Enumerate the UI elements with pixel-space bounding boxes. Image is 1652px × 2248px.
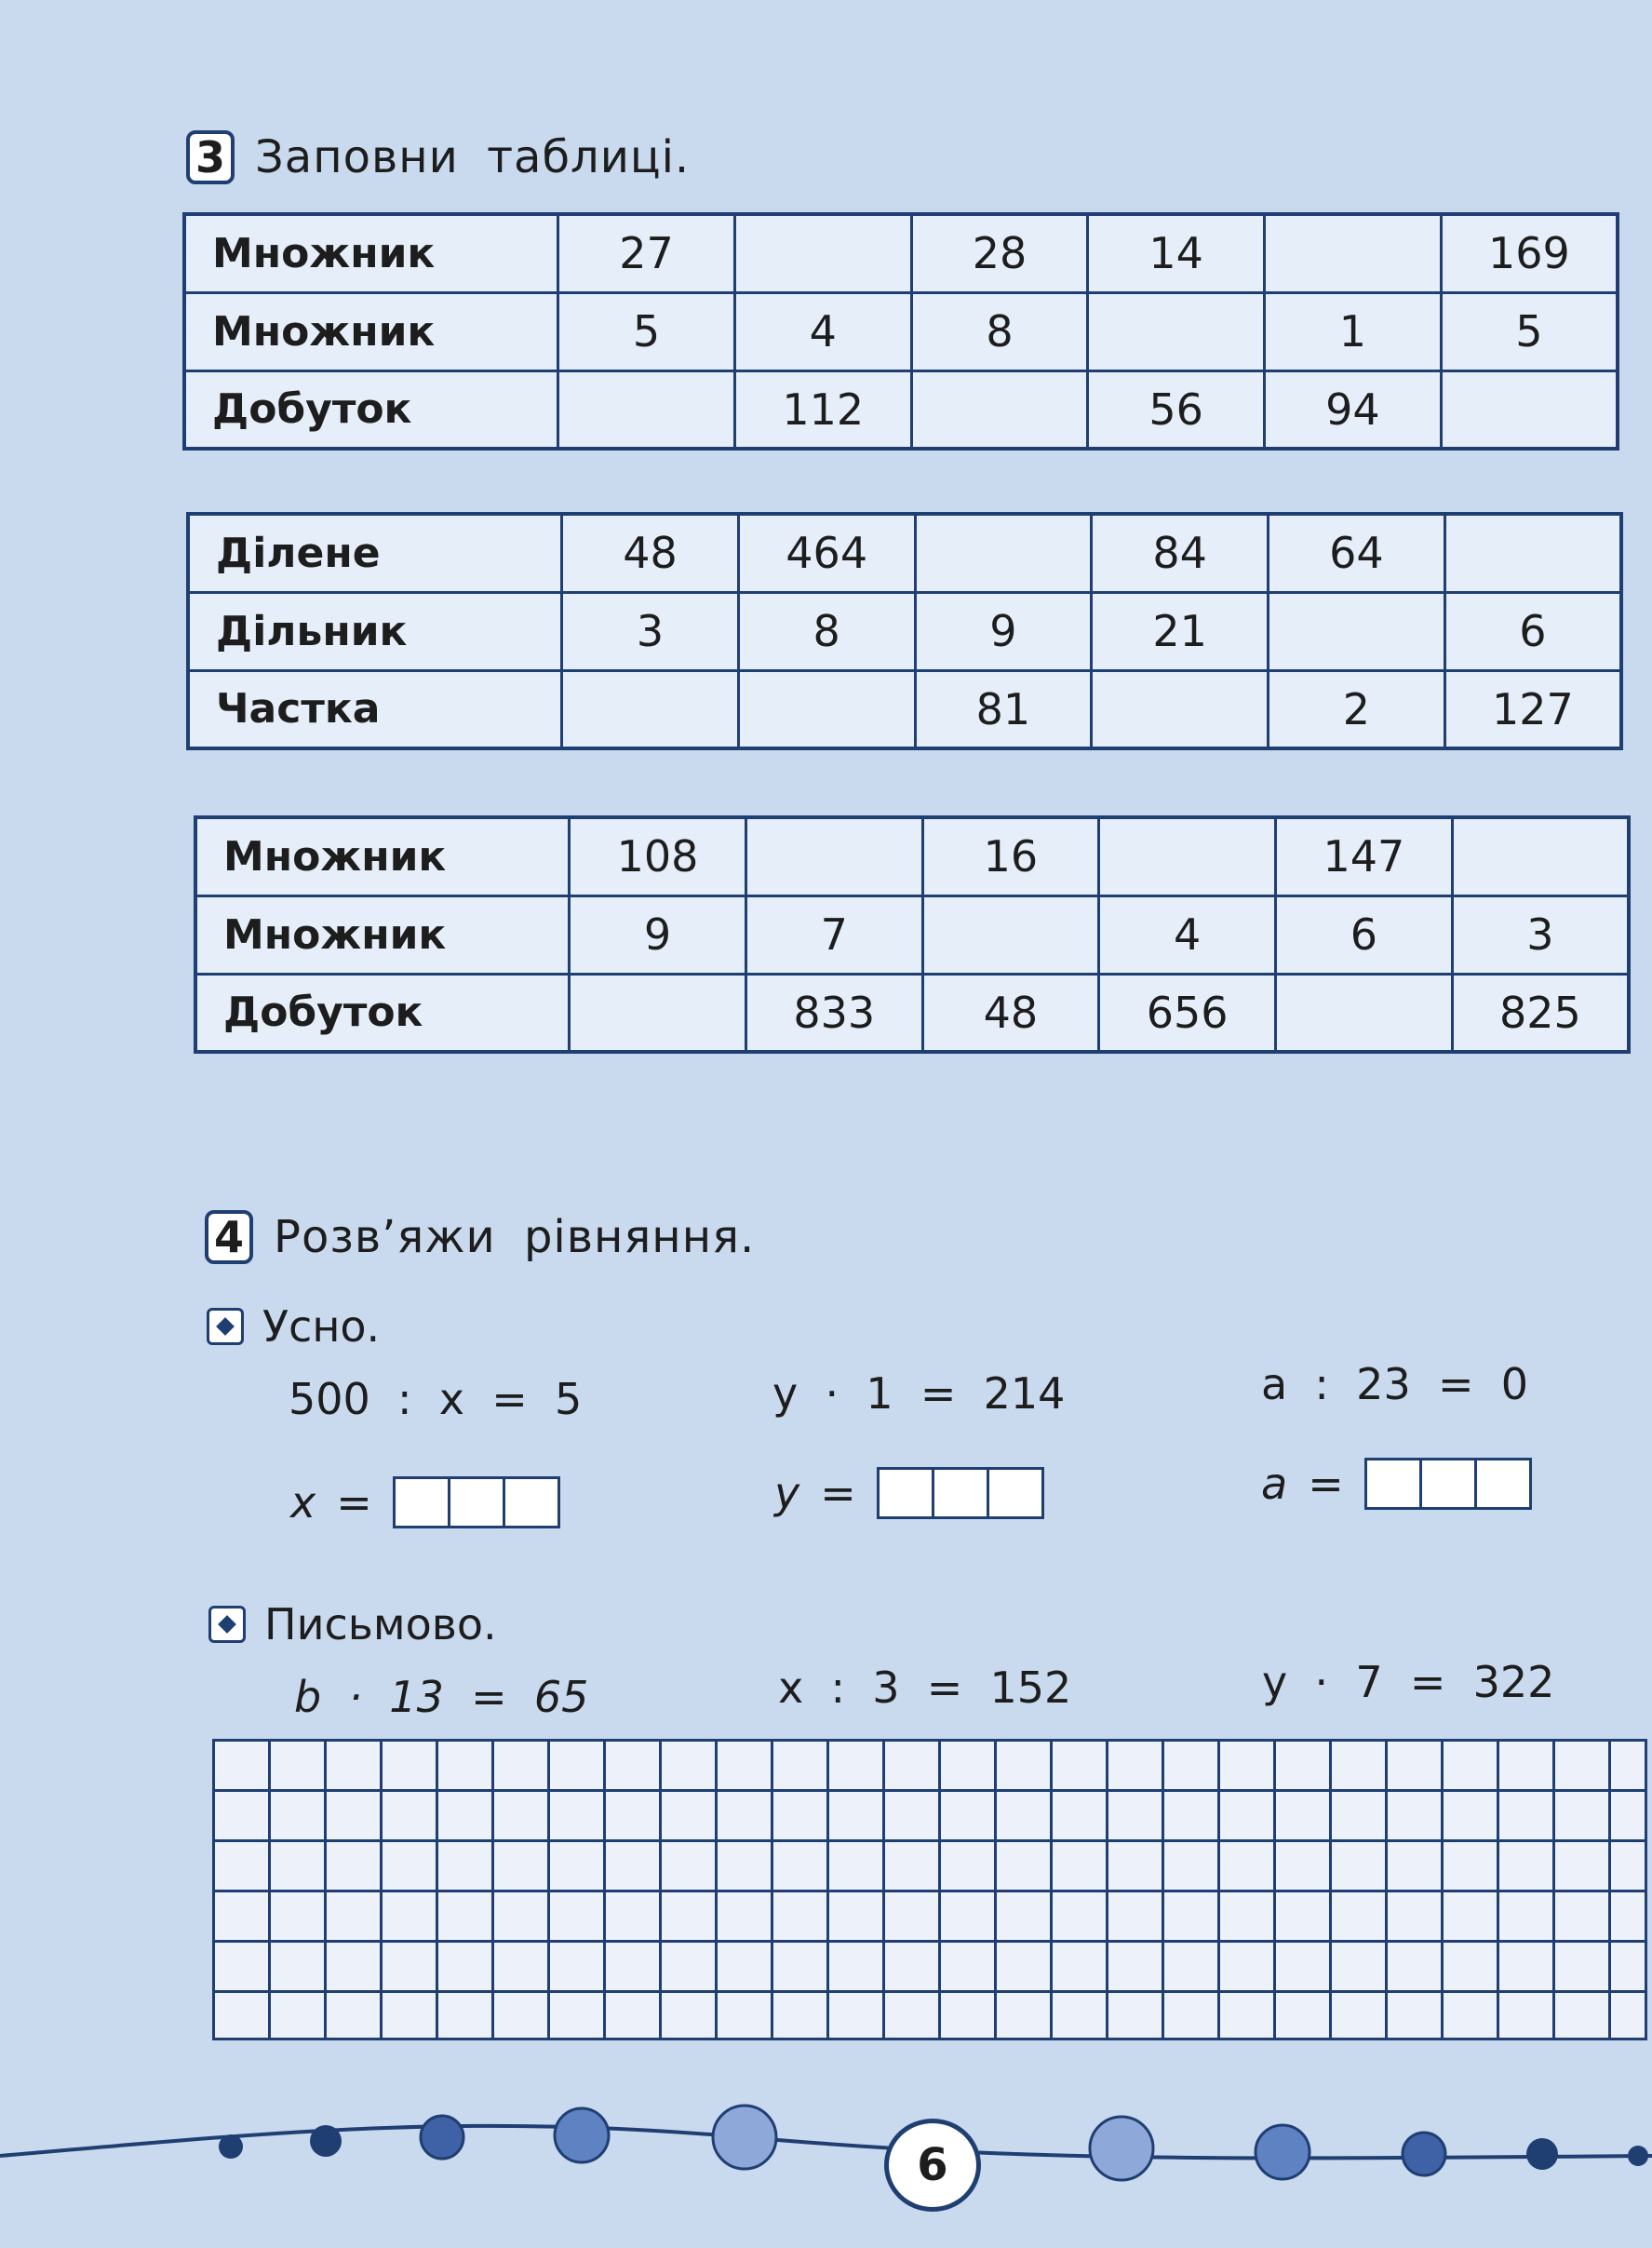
row-label: Добуток: [184, 370, 558, 449]
row-label: Множник: [184, 214, 558, 292]
row-label: Множник: [195, 895, 570, 974]
written-equation-1: b · 13 = 65: [294, 1672, 589, 1722]
table-cell[interactable]: 8: [911, 292, 1088, 370]
answer-boxes[interactable]: [393, 1476, 560, 1528]
table-cell[interactable]: 84: [1092, 514, 1269, 592]
section-title: Розв’яжи рівняння.: [274, 1211, 756, 1263]
table-cell[interactable]: 656: [1099, 974, 1276, 1052]
multiplication-table-1: [182, 212, 1619, 451]
dot-icon: [1256, 2125, 1310, 2179]
table-cell[interactable]: 14: [1088, 214, 1265, 292]
dot-icon: [1628, 2146, 1648, 2166]
table-cell[interactable]: 9: [915, 592, 1092, 670]
table-cell[interactable]: 94: [1265, 370, 1442, 449]
diamond-bullet-icon: [207, 1308, 244, 1345]
table-cell[interactable]: 4: [1099, 895, 1276, 974]
table-cell[interactable]: [734, 214, 911, 292]
written-equation-3: y · 7 = 322: [1262, 1657, 1555, 1707]
table-cell[interactable]: [911, 370, 1088, 449]
equals-sign: =: [336, 1477, 372, 1528]
table-cell[interactable]: 7: [745, 895, 922, 974]
table-cell[interactable]: 5: [1441, 292, 1618, 370]
section-number-badge: 3: [186, 130, 235, 184]
table-cell[interactable]: 4: [734, 292, 911, 370]
table-cell[interactable]: 2: [1268, 670, 1444, 748]
table-row: [184, 292, 1618, 370]
table-cell[interactable]: 833: [745, 974, 922, 1052]
answer-boxes[interactable]: [1364, 1458, 1532, 1510]
table-cell[interactable]: [1452, 817, 1629, 895]
dot-icon: [219, 2134, 243, 2159]
table-cell[interactable]: 3: [1452, 895, 1629, 974]
table-cell[interactable]: [738, 670, 915, 748]
dot-icon: [421, 2116, 463, 2159]
section-3-header: [186, 130, 690, 184]
table-cell[interactable]: [1088, 292, 1265, 370]
answer-variable: a: [1261, 1459, 1288, 1509]
table-row: [188, 592, 1621, 670]
table-cell[interactable]: 127: [1444, 670, 1621, 748]
table-cell[interactable]: 28: [911, 214, 1088, 292]
dot-icon: [310, 2125, 342, 2157]
equals-sign: =: [820, 1468, 856, 1518]
section-number-badge: 4: [205, 1210, 253, 1264]
oral-subheading: [207, 1301, 380, 1352]
diamond-bullet-icon: [208, 1606, 246, 1643]
table-cell[interactable]: 169: [1441, 214, 1618, 292]
table-cell[interactable]: [1092, 670, 1269, 748]
dot-icon: [1090, 2117, 1153, 2180]
written-equation-2: x : 3 = 152: [778, 1662, 1072, 1713]
oral-label: Усно.: [262, 1301, 381, 1352]
table-cell[interactable]: [1265, 214, 1442, 292]
table-row: [195, 974, 1629, 1052]
table-cell[interactable]: 8: [738, 592, 915, 670]
row-label: Ділене: [188, 514, 562, 592]
table-cell[interactable]: 16: [922, 817, 1099, 895]
dot-icon: [555, 2108, 609, 2162]
table-cell[interactable]: 6: [1276, 895, 1453, 974]
table-cell[interactable]: 147: [1276, 817, 1453, 895]
table-row: [195, 817, 1629, 895]
table-cell[interactable]: [1268, 592, 1444, 670]
table-cell[interactable]: 64: [1268, 514, 1444, 592]
table-cell[interactable]: 27: [558, 214, 735, 292]
oral-equation-3: a : 23 = 0: [1261, 1359, 1529, 1409]
table-cell[interactable]: 464: [738, 514, 915, 592]
dot-icon: [1403, 2133, 1445, 2175]
decorative-wave: [0, 2076, 1652, 2243]
oral-answer-3: [1261, 1458, 1532, 1510]
table-cell[interactable]: [745, 817, 922, 895]
table-row: [184, 370, 1618, 449]
table-row: [184, 214, 1618, 292]
table-cell[interactable]: [922, 895, 1099, 974]
row-label: Множник: [184, 292, 558, 370]
section-4-header: [205, 1210, 755, 1264]
row-label: Множник: [195, 817, 570, 895]
answer-boxes[interactable]: [877, 1467, 1044, 1519]
table-cell[interactable]: [570, 974, 746, 1052]
oral-answer-2: [774, 1467, 1044, 1519]
page-number: 6: [884, 2119, 981, 2212]
row-label: Дільник: [188, 592, 562, 670]
answer-variable: x: [290, 1477, 316, 1528]
answer-variable: y: [774, 1468, 800, 1518]
table-cell[interactable]: [558, 370, 735, 449]
written-subheading: [208, 1599, 497, 1649]
table-cell[interactable]: 5: [558, 292, 735, 370]
section-title: Заповни таблиці.: [255, 131, 691, 183]
table-cell[interactable]: 48: [922, 974, 1099, 1052]
row-label: Частка: [188, 670, 562, 748]
table-cell[interactable]: [915, 514, 1092, 592]
table-cell[interactable]: 1: [1265, 292, 1442, 370]
table-cell[interactable]: 21: [1092, 592, 1269, 670]
table-cell[interactable]: 56: [1088, 370, 1265, 449]
written-label: Письмово.: [264, 1599, 497, 1649]
multiplication-table-2: [194, 815, 1631, 1054]
table-cell[interactable]: 48: [562, 514, 739, 592]
table-cell[interactable]: 9: [570, 895, 746, 974]
table-cell[interactable]: 825: [1452, 974, 1629, 1052]
equals-sign: =: [1308, 1459, 1344, 1509]
table-row: [195, 895, 1629, 974]
table-cell[interactable]: [1276, 974, 1453, 1052]
table-cell[interactable]: 112: [734, 370, 911, 449]
dot-icon: [713, 2106, 776, 2169]
table-cell[interactable]: [1444, 514, 1621, 592]
oral-equation-2: y · 1 = 214: [772, 1368, 1066, 1419]
table-cell[interactable]: [1099, 817, 1276, 895]
table-cell[interactable]: [1441, 370, 1618, 449]
table-cell[interactable]: 3: [562, 592, 739, 670]
row-label: Добуток: [195, 974, 570, 1052]
writing-grid[interactable]: [212, 1739, 1647, 2040]
oral-equation-1: 500 : x = 5: [289, 1374, 583, 1424]
table-cell[interactable]: [562, 670, 739, 748]
table-cell[interactable]: 81: [915, 670, 1092, 748]
table-cell[interactable]: 108: [570, 817, 746, 895]
dot-icon: [1526, 2138, 1558, 2170]
table-cell[interactable]: 6: [1444, 592, 1621, 670]
oral-answer-1: [290, 1476, 560, 1528]
table-row: [188, 514, 1621, 592]
division-table: [186, 512, 1623, 750]
table-row: [188, 670, 1621, 748]
